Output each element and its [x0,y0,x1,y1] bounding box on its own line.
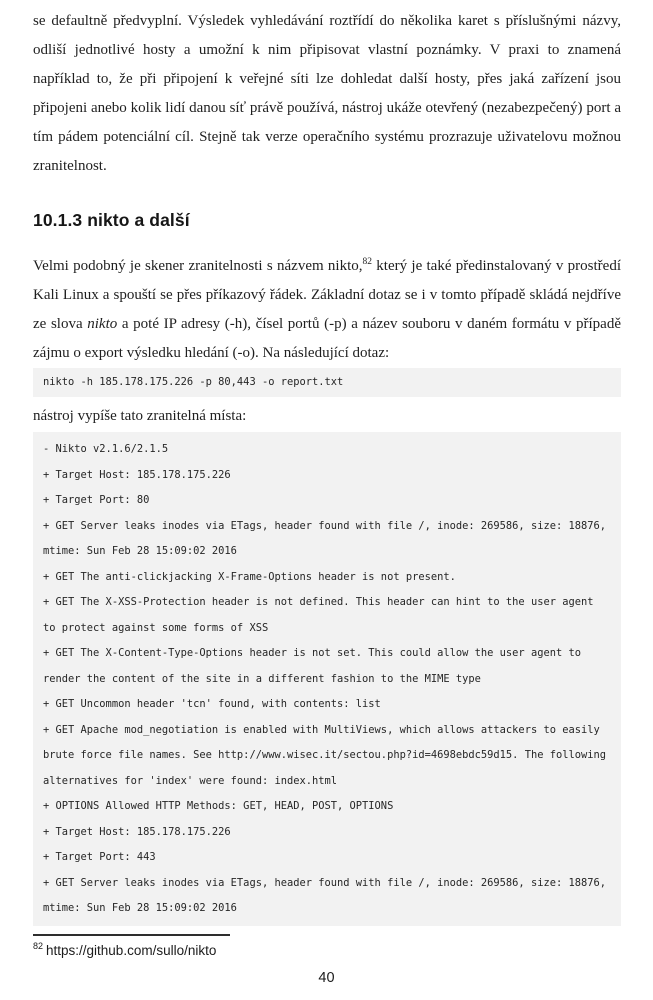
footnote-number: 82 [33,941,44,951]
code-line: + Target Port: 443 [43,851,156,863]
code-line: + GET Apache mod_negotiation is enabled with MultiViews, which allows attackers to easily brute force file names. See http://www.wisec.it/sectou.php?id=4698ebdc59d15. The following alternatives for 'index' were found: index.html [43,723,613,787]
footnote-ref-marker: 82 [362,257,373,267]
paragraph-nikto-seg1: Velmi podobný je skener zranitelnosti s názvem nikto, [33,258,363,274]
nikto-output-block [33,432,621,926]
code-line: - Nikto v2.1.6/2.1.5 [43,443,169,455]
nikto-output-lines [43,437,613,922]
paragraph-nikto [33,252,621,368]
code-line: + OPTIONS Allowed HTTP Methods: GET, HEAD, POST, OPTIONS [43,800,394,812]
code-line: + Target Host: 185.178.175.226 [43,825,231,838]
lead-out-text: nástroj vypíše tato zranitelná místa: [33,408,247,424]
code-line: + GET The anti-clickjacking X-Frame-Options header is not present. [43,570,456,583]
code-line: + GET Uncommon header 'tcn' found, with contents: list [43,698,381,710]
paragraph-intro: se defaultně předvyplní. Výsledek vyhledávání roztřídí do několika karet s příslušnými názvy, odliší jednotlivé hosty a umožní k nim připisovat vlastní poznámky. V praxi to znamená například to, že při připojení k veřejné síti lze dohledat další hosty, přes jaká zařízení jsou připojeni anebo kolik lidí danou síť právě používá, nástroj ukáže otevřený (nezabezpečený) port a tím pádem potenciální cíl. Stejně tak verze operačního systému prozrazuje uživatelovu možnou zranitelnost. [33,13,621,174]
page-number: 40 [318,970,335,986]
paragraph-nikto-seg2: který je také předinstalovaný v prostředí Kali Linux a spouští se přes příkazový řádek. Základní dotaz se i v tomto případě skládá nejdříve ze slova [33,258,621,332]
nikto-command-line: nikto -h 185.178.175.226 -p 80,443 -o report.txt [33,368,621,397]
code-line: + GET The X-Content-Type-Options header is not set. This could allow the user agent to render the content of the site in a different fashion to the MIME type [43,647,588,685]
footnote [33,942,621,960]
footnote-url: https://github.com/sullo/nikto [46,942,217,958]
code-line: + Target Host: 185.178.175.226 [43,468,231,481]
code-line: + GET Server leaks inodes via ETags, header found with file /, inode: 269586, size: 18876, mtime: Sun Feb 28 15:09:02 2016 [43,519,613,557]
code-line: + GET Server leaks inodes via ETags, header found with file /, inode: 269586, size: 18876, mtime: Sun Feb 28 15:09:02 2016 [43,876,613,914]
footnote-divider [33,934,230,936]
code-line: + Target Port: 80 [43,494,150,506]
paragraph-nikto-term-italic: nikto [87,316,118,332]
section-heading: 10.1.3 nikto a další [33,210,190,230]
code-line: + GET The X-XSS-Protection header is not defined. This header can hint to the user agent to protect against some forms of XSS [43,596,600,634]
paragraph-nikto-seg4: a poté IP adresy (-h), čísel portů (-p) a název souboru v daném formátu v případě zájmu o export výsledku hledání (-o). Na následující dotaz: [33,316,621,361]
